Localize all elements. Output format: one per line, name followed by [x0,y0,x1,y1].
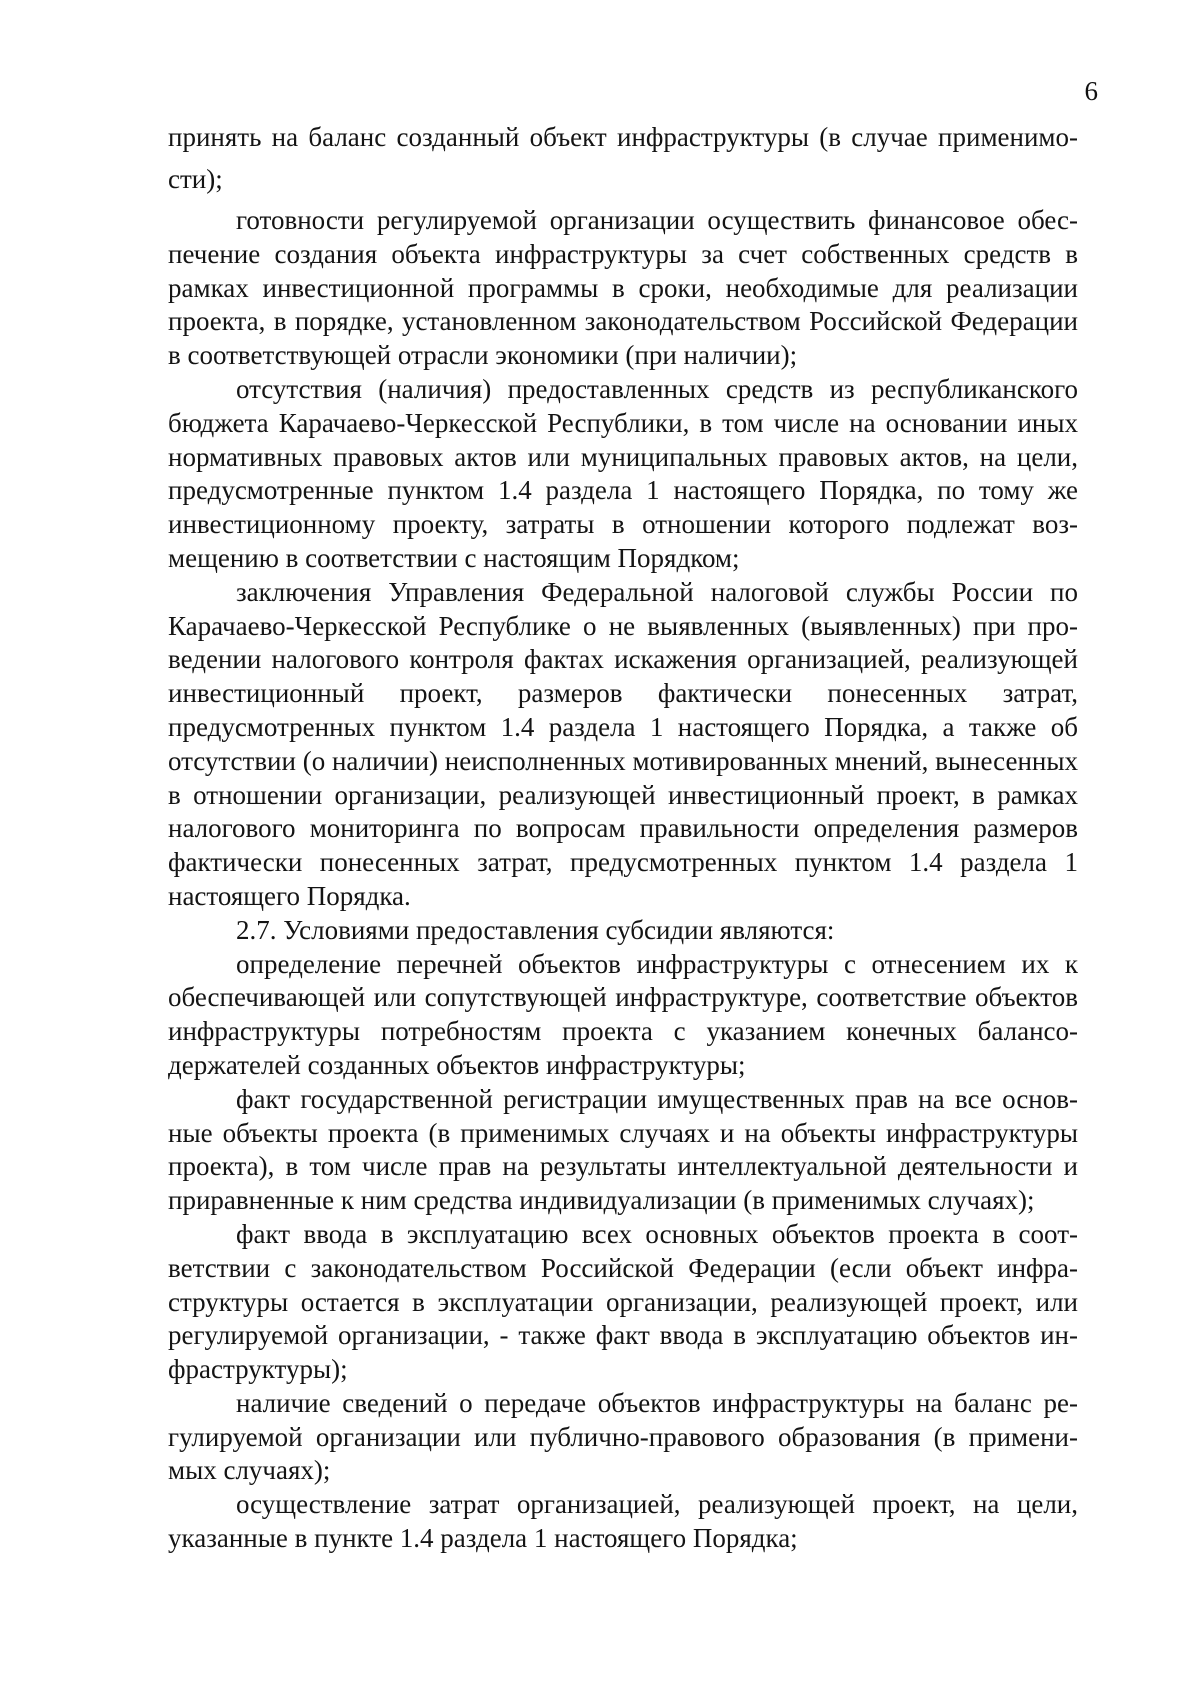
paragraph: наличие сведений о передаче объектов инфраструктуры на баланс регулируемой организации или публично-правового образования (в применимых случаях); [168,1387,1078,1486]
paragraph: готовности регулируемой организации осуществить финансовое обеспечение создания объекта инфраструктуры за счет собственных средств в рамках инвестиционной программы в сроки, необходимые для реализации проекта, в порядке, установленном законодательством Российской Федерации в соответствующей отрасли экономики (при наличии); [168,205,1078,371]
section-heading: 2.7. Условиями предоставления субсидии являются: [236,914,835,945]
paragraph: осуществление затрат организацией, реализующей проект, на цели, указанные в пункте 1.4 раздела 1 настоящего Порядка; [168,1489,1078,1554]
document-body [168,116,1078,1556]
paragraph: определение перечней объектов инфраструктуры с отнесением их к обеспечивающей или сопутствующей инфраструктуре, соответствие объектов инфраструктуры потребностям проекта с указанием конечных балансодержателей созданных объектов инфраструктуры; [168,948,1078,1080]
paragraph: факт ввода в эксплуатацию всех основных объектов проекта в соответствии с законодательством Российской Федерации (если объект инфраструктуры остается в эксплуатации организации, реализующей проект, или регулируемой организации, - также факт ввода в эксплуатацию объектов инфраструктуры); [168,1218,1078,1385]
paragraph: заключения Управления Федеральной налоговой службы России по Карачаево-Черкесской Республике о не выявленных (выявленных) при проведении налогового контроля фактах искажения организацией, реализующей инвестиционный проект, размеров фактически понесенных затрат, предусмотренных пунктом 1.4 раздела 1 настоящего Порядка, а также об отсутствии (о наличии) неисполненных мотивированных мнений, вынесенных в отношении организации, реализующей инвестиционный проект, в рамках налогового мониторинга по вопросам правильности определения размеров фактически понесенных затрат, предусмотренных пунктом 1.4 раздела 1 настоящего Порядка. [168,576,1078,911]
paragraph: факт государственной регистрации имущественных прав на все основные объекты проекта (в применимых случаях и на объекты инфраструктуры проекта), в том числе прав на результаты интеллектуальной деятельности и приравненные к ним средства индивидуализации (в применимых случаях); [168,1083,1078,1216]
paragraph: принять на баланс созданный объект инфраструктуры (в случае применимости); [168,122,1078,194]
paragraph: отсутствия (наличия) предоставленных средств из республиканского бюджета Карачаево-Черкесской Республики, в том числе на основании иных нормативных правовых актов или муниципальных правовых актов, на цели, предусмотренные пунктом 1.4 раздела 1 настоящего Порядка, по тому же инвестиционному проекту, затраты в отношении которого подлежат возмещению в соответствии с настоящим Порядком; [168,373,1078,573]
page-number: 6 [1084,76,1098,106]
